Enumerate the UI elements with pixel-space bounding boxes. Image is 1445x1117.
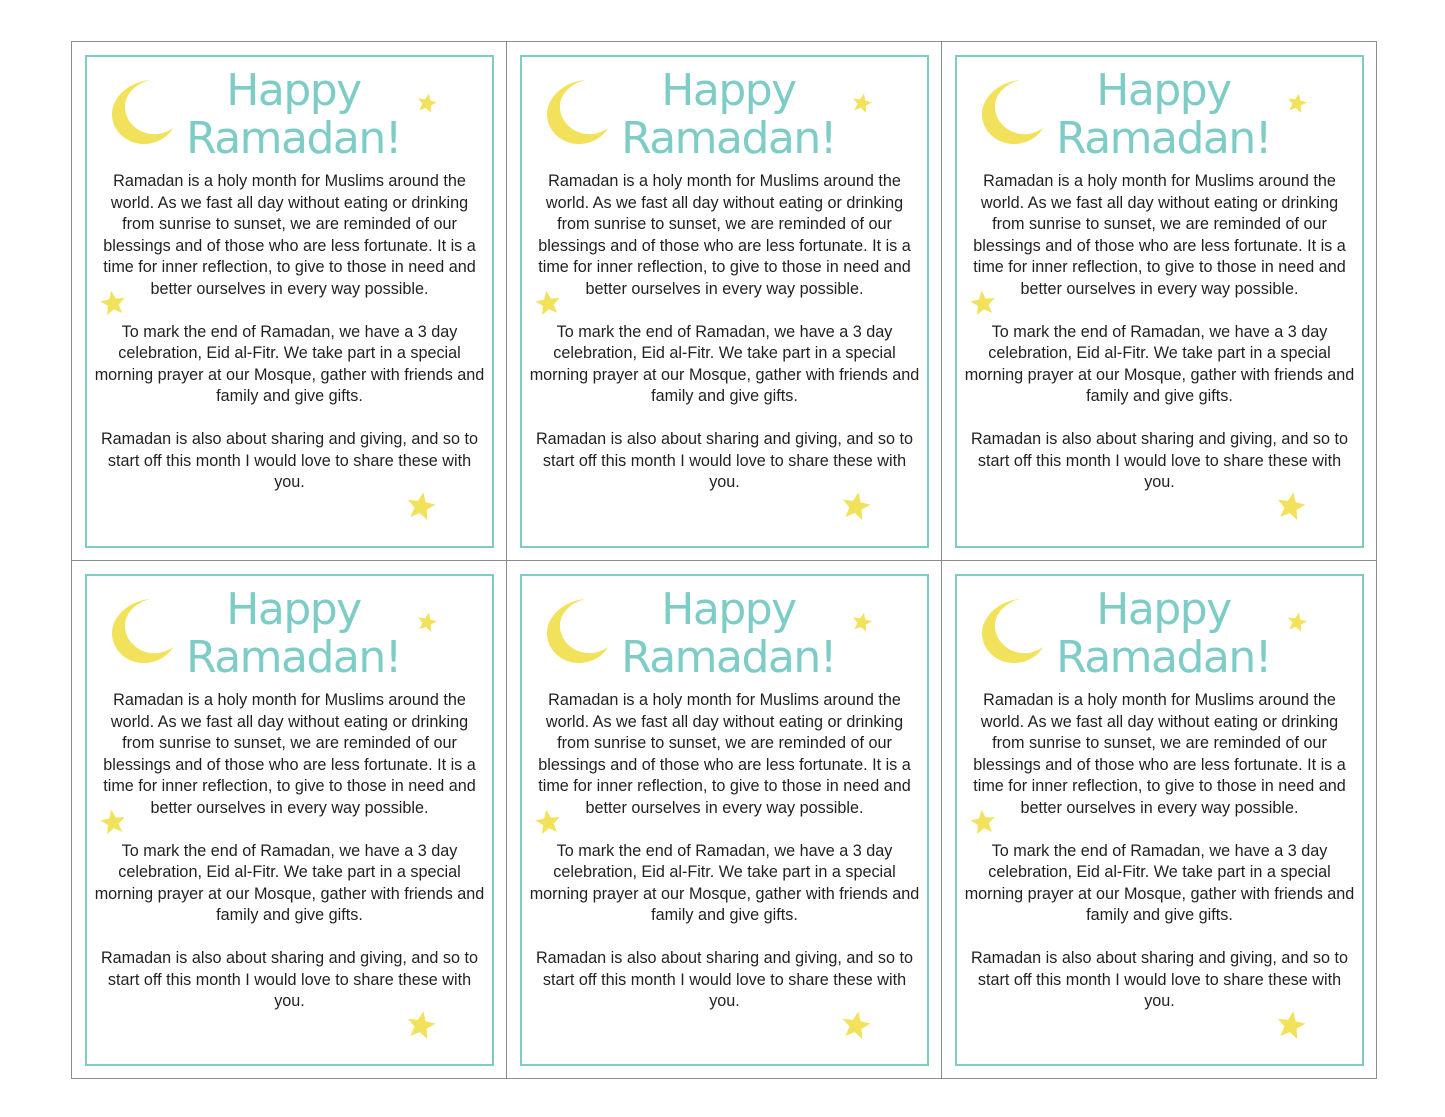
tag-cell-5 <box>507 561 942 1078</box>
message-paragraph-1: Ramadan is a holy month for Muslims around the world. As we fast all day without eating or drinking from sunrise to sunset, we are reminded of our blessings and of those who are less fortunate. It is a time for inner reflection, to give to those in need and better ourselves in every way possible. <box>973 691 1346 817</box>
title-line-ramadan: Ramadan! <box>186 632 401 683</box>
tag-cell-2 <box>507 42 942 561</box>
tag-message <box>963 690 1356 1034</box>
title-line-ramadan: Ramadan! <box>186 113 401 164</box>
tag-cell-4 <box>72 561 507 1078</box>
message-paragraph-3: Ramadan is also about sharing and giving, and so to start off this month I would love to share these with you. <box>535 949 914 1010</box>
message-paragraph-2: To mark the end of Ramadan, we have a 3 day celebration, Eid al-Fitr. We take part in a special morning prayer at our Mosque, gather with friends and family and give gifts. <box>964 841 1355 924</box>
message-paragraph-3: Ramadan is also about sharing and giving, and so to start off this month I would love to share these with you. <box>970 949 1349 1010</box>
message-paragraph-1: Ramadan is a holy month for Muslims around the world. As we fast all day without eating or drinking from sunrise to sunset, we are reminded of our blessings and of those who are less fortunate. It is a time for inner reflection, to give to those in need and better ourselves in every way possible. <box>973 172 1346 298</box>
title-line-happy: Happy <box>226 65 361 116</box>
title-line-ramadan: Ramadan! <box>621 113 836 164</box>
tag-frame <box>85 55 494 548</box>
title-line-happy: Happy <box>1096 65 1231 116</box>
tag-message <box>93 690 486 1034</box>
message-paragraph-2: To mark the end of Ramadan, we have a 3 day celebration, Eid al-Fitr. We take part in a special morning prayer at our Mosque, gather with friends and family and give gifts. <box>964 322 1355 405</box>
message-paragraph-2: To mark the end of Ramadan, we have a 3 day celebration, Eid al-Fitr. We take part in a special morning prayer at our Mosque, gather with friends and family and give gifts. <box>94 841 485 924</box>
message-paragraph-2: To mark the end of Ramadan, we have a 3 day celebration, Eid al-Fitr. We take part in a special morning prayer at our Mosque, gather with friends and family and give gifts. <box>529 841 920 924</box>
title-line-ramadan: Ramadan! <box>1056 113 1271 164</box>
tag-frame <box>520 574 929 1066</box>
tag-cell-3 <box>942 42 1376 561</box>
tag-message <box>93 171 486 515</box>
message-paragraph-3: Ramadan is also about sharing and giving, and so to start off this month I would love to share these with you. <box>100 430 479 491</box>
tag-title <box>957 67 1362 163</box>
title-line-ramadan: Ramadan! <box>621 632 836 683</box>
tag-frame <box>955 55 1364 548</box>
title-line-happy: Happy <box>1096 584 1231 635</box>
tag-title <box>957 586 1362 682</box>
tag-title <box>522 586 927 682</box>
printable-tag-sheet <box>71 41 1377 1079</box>
tag-cell-1 <box>72 42 507 561</box>
title-line-happy: Happy <box>226 584 361 635</box>
message-paragraph-3: Ramadan is also about sharing and giving, and so to start off this month I would love to share these with you. <box>970 430 1349 491</box>
tag-frame <box>85 574 494 1066</box>
message-paragraph-1: Ramadan is a holy month for Muslims around the world. As we fast all day without eating or drinking from sunrise to sunset, we are reminded of our blessings and of those who are less fortunate. It is a time for inner reflection, to give to those in need and better ourselves in every way possible. <box>103 691 476 817</box>
tag-message <box>528 171 921 515</box>
tag-title <box>87 586 492 682</box>
message-paragraph-3: Ramadan is also about sharing and giving, and so to start off this month I would love to share these with you. <box>535 430 914 491</box>
message-paragraph-2: To mark the end of Ramadan, we have a 3 day celebration, Eid al-Fitr. We take part in a special morning prayer at our Mosque, gather with friends and family and give gifts. <box>529 322 920 405</box>
tag-frame <box>955 574 1364 1066</box>
tag-title <box>87 67 492 163</box>
tag-message <box>528 690 921 1034</box>
tag-title <box>522 67 927 163</box>
tag-cell-6 <box>942 561 1376 1078</box>
message-paragraph-1: Ramadan is a holy month for Muslims around the world. As we fast all day without eating or drinking from sunrise to sunset, we are reminded of our blessings and of those who are less fortunate. It is a time for inner reflection, to give to those in need and better ourselves in every way possible. <box>538 691 911 817</box>
title-line-happy: Happy <box>661 584 796 635</box>
title-line-happy: Happy <box>661 65 796 116</box>
tag-message <box>963 171 1356 515</box>
message-paragraph-3: Ramadan is also about sharing and giving, and so to start off this month I would love to share these with you. <box>100 949 479 1010</box>
tag-frame <box>520 55 929 548</box>
message-paragraph-1: Ramadan is a holy month for Muslims around the world. As we fast all day without eating or drinking from sunrise to sunset, we are reminded of our blessings and of those who are less fortunate. It is a time for inner reflection, to give to those in need and better ourselves in every way possible. <box>538 172 911 298</box>
message-paragraph-1: Ramadan is a holy month for Muslims around the world. As we fast all day without eating or drinking from sunrise to sunset, we are reminded of our blessings and of those who are less fortunate. It is a time for inner reflection, to give to those in need and better ourselves in every way possible. <box>103 172 476 298</box>
title-line-ramadan: Ramadan! <box>1056 632 1271 683</box>
message-paragraph-2: To mark the end of Ramadan, we have a 3 day celebration, Eid al-Fitr. We take part in a special morning prayer at our Mosque, gather with friends and family and give gifts. <box>94 322 485 405</box>
